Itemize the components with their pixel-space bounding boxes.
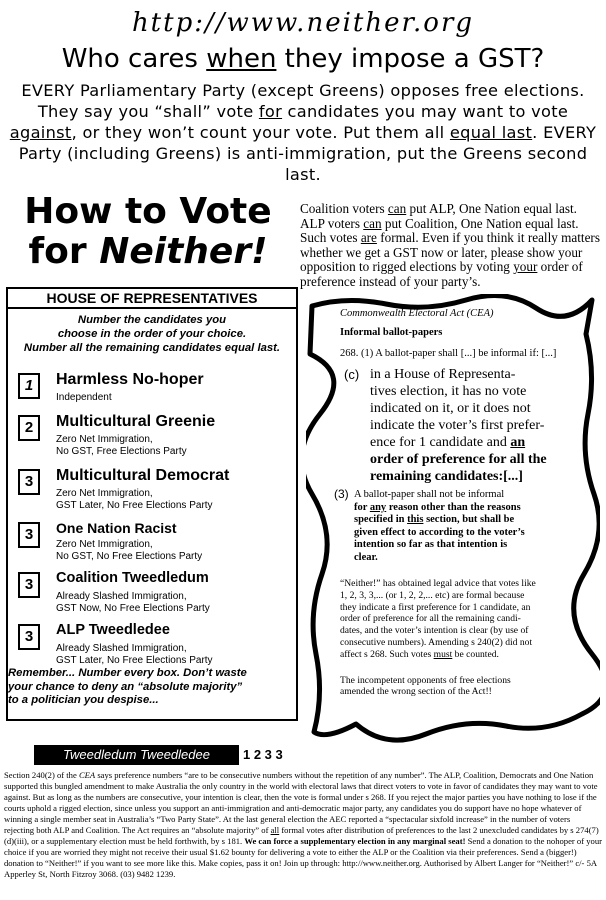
party-line: GST Now, No Free Elections Party [56, 603, 210, 614]
intro-underline: equal last [449, 123, 533, 142]
clause-label: (c) [344, 367, 360, 382]
s3-line: given effect to according to the voter’s [354, 526, 525, 538]
ri-text: order of preference instead of your party’s. [300, 259, 583, 289]
candidate-party [56, 488, 213, 512]
cea-text [334, 308, 570, 698]
advice-line: 1, 2, 3, 3,... (or 1, 2, 2,... etc) are formal because [340, 589, 525, 601]
headline-emphasis: when [206, 44, 277, 74]
s3-text: for [354, 501, 370, 513]
intro-underline: for [258, 102, 283, 121]
title-line-2 [10, 232, 286, 272]
clause-text: ence for 1 candidate and [370, 435, 511, 450]
clause-line: tives election, it has no vote [370, 384, 527, 399]
advice-line: consecutive numbers). Amending s 240(2) did not [340, 636, 533, 648]
candidate-party [56, 591, 210, 615]
headline-text-end: they impose a GST? [276, 44, 545, 74]
candidate-name: Multicultural Democrat [56, 467, 230, 484]
s3-text: reason other than the reasons [386, 501, 521, 513]
advice-text: affect s 268. Such votes [340, 648, 434, 660]
party-line: GST Later, No Free Elections Party [56, 655, 213, 666]
party-line: Zero Net Immigration, [56, 434, 153, 445]
s3-underline: this [407, 514, 424, 525]
advice-text: be counted. [452, 648, 499, 660]
how-to-vote-title [10, 192, 286, 272]
candidate-name: Harmless No-hoper [56, 371, 204, 388]
candidate-party [56, 643, 213, 667]
headline-text: Who cares [61, 44, 207, 74]
footer-paragraph [4, 770, 602, 880]
footer-text: formal votes after distribution of preferences to the last 2 unexcluded candidates by s 274(7)(d)(iii), or a supplementary election must be held forthwith, by s 181. [4, 825, 599, 846]
clause-line [370, 434, 570, 451]
cea-scroll [306, 294, 600, 744]
ri-underline: your [513, 259, 538, 275]
instr-line: Number all the remaining candidates equal last. [23, 342, 281, 354]
clause-line: remaining candidates:[...] [370, 469, 523, 484]
party-line: Already Slashed Immigration, [56, 643, 187, 654]
intro-text: . EVERY Party (including Greens) is anti-immigration, put the Greens second last. [18, 123, 597, 184]
remember-note [8, 667, 288, 708]
ri-text: put Coalition, One Nation equal last. Such votes [300, 215, 579, 246]
party-line: Zero Net Immigration, [56, 539, 153, 550]
party-line: GST Later, No Free Elections Party [56, 500, 213, 511]
candidate-name: One Nation Racist [56, 520, 177, 536]
ri-text: Coalition voters [300, 201, 388, 216]
ri-text: formal. Even if you think it really matters whether we get a GST now or later, please show your opposition to rigged elections by voting [300, 230, 600, 275]
section-268-3 [334, 487, 570, 564]
preference-box[interactable]: 1 [18, 373, 40, 399]
remember-line: your chance to deny an “absolute majority” [8, 680, 243, 693]
s3-underline: any [369, 501, 387, 513]
s3-line: A ballot-paper shall not be informal [354, 489, 505, 500]
clause-underline: an [510, 435, 526, 450]
clause-line: order of preference for all the [370, 452, 547, 467]
footer-italic: CEA [78, 770, 96, 780]
title-line-1: How to Vote [24, 191, 272, 232]
note-line: The incompetent opponents of free elections [340, 674, 511, 686]
footer-text: says preference numbers “are to be consecutive numbers without the repetition of any number”. The ALP, Coalition, Democrats and One Nation supported this bungled amendment to make Australia the only country in the world with electoral laws that direct voters to vote in favor of candidates they may want to vote against. But as long as the numbers are consecutive, your intention is clear, then the vote is formal under s 268. If you reject the major parties you have nothing to lose if the courts uphold a rigged election, since unless you support an anti-immigration and anti-democratic major party, any candidates you do support have no hope whatever of winning a single member seat in Australia’s “Two Party State”. At the last general election the AEC reported a “spectacular sixfold increase” in the number of voters rejecting both ALP and Coalition. The Act requires an “absolute majority” of [4, 770, 598, 835]
candidate-party: Independent [56, 392, 112, 403]
neither-advice [340, 578, 570, 661]
section-268-c [340, 366, 570, 485]
section-268: 268. (1) A ballot-paper shall [...] be informal if: [...] [340, 348, 557, 359]
right-intro-text [300, 202, 600, 290]
party-line: Zero Net Immigration, [56, 488, 153, 499]
advice-line: order of preference for all the remaining candi- [340, 613, 521, 625]
advice-line: dates, and the voter’s intention is clear (by use of [340, 625, 529, 637]
candidate-name: Multicultural Greenie [56, 413, 216, 430]
clause-line: in a House of Representa- [370, 367, 516, 382]
preference-box[interactable]: 3 [18, 572, 40, 598]
ri-underline: can [363, 215, 382, 231]
clause-line: indicate the voter’s first prefer- [370, 418, 545, 433]
s3-line: clear. [354, 551, 378, 563]
intro-text: candidates you may want to vote [282, 102, 569, 121]
handwritten-url: http://www.neither.org [131, 8, 475, 38]
footer-text: Send a donation to the nohoper of your choice if you are worried they might not receive their usual $1.62 bounty for delivering a vote to either the ALP or the Coalition via their preferences. Send a (bigger!) donation to “Neither!” if you want to see more like this. Make copies, pass it on! Join up through: http://www.neither.org. Authorised by Albert Langer for “Neither!” c/- 5A Apperley St, North Fitzroy 3068. (03) 9482 1239. [4, 836, 602, 879]
advice-underline: must [433, 648, 453, 660]
footer-underline: all [270, 825, 280, 835]
instr-line: Number the candidates you [77, 314, 227, 326]
ballot-instructions [8, 313, 296, 355]
intro-text: EVERY Parliamentary Party (except Greens) opposes free elections. They say you “shall” vote [21, 81, 585, 121]
ballot-heading: HOUSE OF REPRESENTATIVES [8, 289, 296, 309]
incompetent-note [340, 675, 570, 699]
cea-title: Commonwealth Electoral Act (CEA) [340, 308, 494, 319]
preference-box[interactable]: 2 [18, 415, 40, 441]
remember-line: Remember... Number every box. Don’t waste [8, 667, 247, 679]
headline [0, 44, 606, 74]
clause-label: (3) [334, 487, 349, 501]
ri-text: put ALP, One Nation equal last. ALP voters [300, 201, 577, 231]
footer-text: Section 240(2) of the [4, 770, 79, 780]
intro-text: , or they won’t count your vote. Put them all [71, 123, 450, 142]
s3-line: intention so far as that intention is [354, 539, 508, 550]
remember-line: to a politician you despise... [8, 694, 159, 706]
candidate-name: Coalition Tweedledum [56, 570, 209, 586]
note-line: amended the wrong section of the Act!! [340, 686, 492, 698]
advice-line [340, 649, 570, 661]
example-preferences: 1 2 3 3 [243, 747, 283, 762]
footer-bold: We can force a supplementary election in any marginal seat! [244, 836, 466, 846]
cea-subtitle: Informal ballot-papers [340, 327, 443, 338]
preference-box[interactable]: 3 [18, 469, 40, 495]
ri-underline: are [360, 230, 377, 246]
party-line: Already Slashed Immigration, [56, 591, 187, 602]
preference-box[interactable]: 3 [18, 624, 40, 650]
s3-line [354, 514, 570, 527]
advice-line: they indicate a first preference for 1 candidate, an [340, 601, 531, 613]
title-prefix: for [28, 231, 100, 272]
candidate-party [56, 434, 187, 458]
tweedledum-tweedledee-banner: Tweedledum Tweedledee [34, 745, 239, 765]
intro-underline: against [9, 123, 72, 142]
instr-line: choose in the order of your choice. [57, 328, 247, 340]
ri-underline: can [387, 201, 407, 216]
candidate-name: ALP Tweedledee [56, 622, 170, 638]
candidate-party [56, 539, 202, 563]
party-line: No GST, No Free Elections Party [56, 551, 203, 562]
s3-text: specified in [354, 514, 408, 525]
advice-line: “Neither!” has obtained legal advice that votes like [340, 578, 536, 589]
party-line: No GST, Free Elections Party [56, 446, 187, 457]
intro-paragraph [4, 80, 602, 185]
s3-text: section, but shall be [423, 514, 515, 525]
clause-line: indicated on it, or it does not [370, 401, 531, 416]
title-emphasis: Neither! [99, 231, 268, 272]
ballot-paper [6, 287, 298, 721]
preference-box[interactable]: 3 [18, 522, 40, 548]
s3-line [354, 502, 570, 515]
